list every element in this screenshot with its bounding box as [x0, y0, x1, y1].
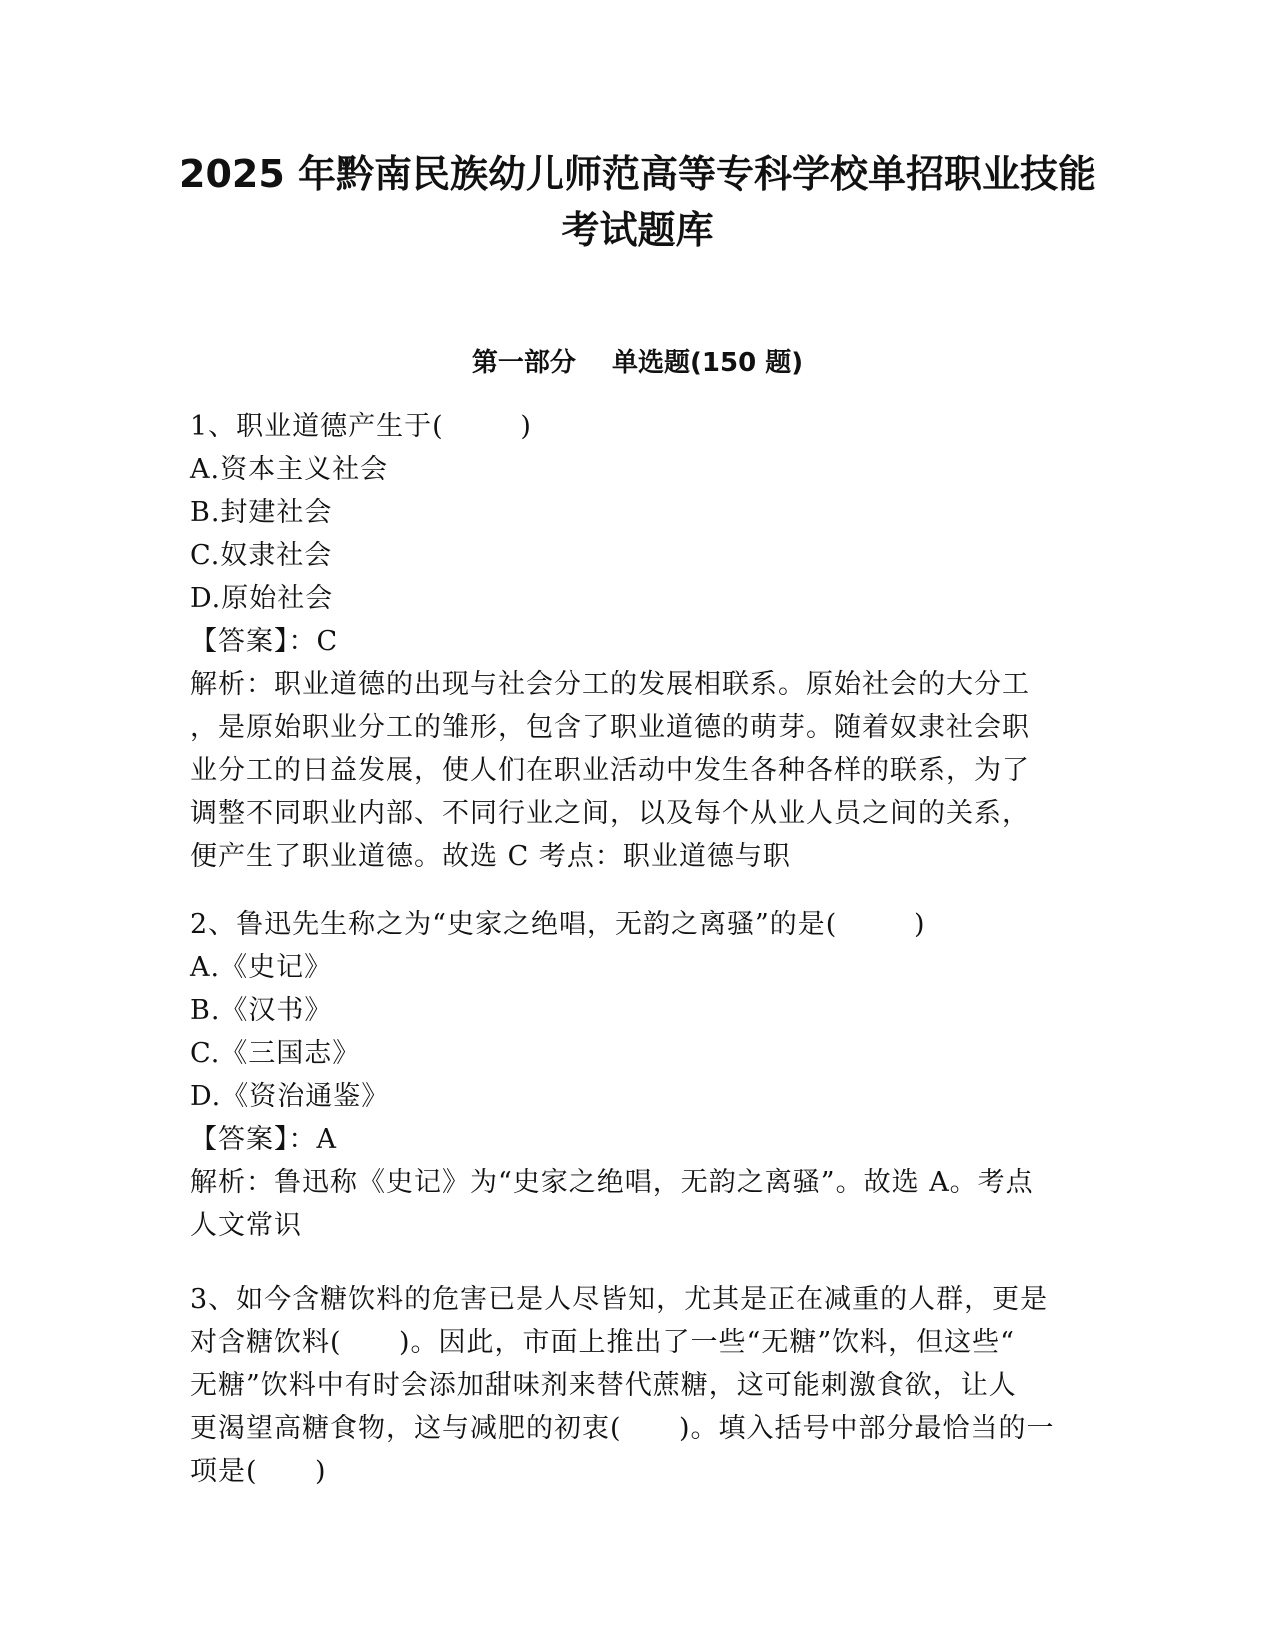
- option-c: C.《三国志》: [190, 1038, 361, 1069]
- option-c: C.奴隶社会: [190, 540, 333, 571]
- question-3: [190, 1278, 1090, 1493]
- option-a: A.资本主义社会: [190, 454, 389, 485]
- option-b: B.封建社会: [190, 497, 333, 528]
- analysis-line: 人文常识: [190, 1210, 302, 1241]
- option-a: A.《史记》: [190, 952, 333, 983]
- analysis-line: 调整不同职业内部、不同行业之间，以及每个从业人员之间的关系，: [190, 798, 1030, 829]
- question-stem: 3、如今含糖饮料的危害已是人尽皆知，尤其是正在减重的人群，更是: [190, 1284, 1049, 1315]
- analysis-line: 解析：职业道德的出现与社会分工的发展相联系。原始社会的大分工: [190, 669, 1030, 700]
- option-d: D.《资治通鉴》: [190, 1081, 390, 1112]
- analysis-line: 便产生了职业道德。故选 C 考点：职业道德与职: [190, 841, 791, 872]
- answer-line: 【答案】：C: [190, 626, 339, 657]
- section-heading: 第一部分 单选题(150 题): [471, 348, 804, 378]
- answer-line: 【答案】：A: [190, 1124, 337, 1155]
- question-stem: 对含糖饮料( )。因此，市面上推出了一些“无糖”饮料，但这些“: [190, 1327, 1015, 1358]
- question-stem: 更渴望高糖食物，这与减肥的初衷( )。填入括号中部分最恰当的一: [190, 1413, 1055, 1444]
- option-d: D.原始社会: [190, 583, 334, 614]
- question-2: [190, 903, 1090, 1247]
- analysis-line: ，是原始职业分工的雏形，包含了职业道德的萌芽。随着奴隶社会职: [190, 712, 1030, 743]
- question-stem: 1、职业道德产生于( ): [190, 411, 532, 442]
- document-title-line-2: 考试题库: [561, 208, 714, 252]
- question-stem: 项是( ): [190, 1456, 327, 1487]
- analysis-line: 解析：鲁迅称《史记》为“史家之绝唱，无韵之离骚”。故选 A。考点: [190, 1167, 1034, 1198]
- option-b: B.《汉书》: [190, 995, 333, 1026]
- analysis-line: 业分工的日益发展，使人们在职业活动中发生各种各样的联系，为了: [190, 755, 1030, 786]
- question-1: [190, 405, 1090, 878]
- question-stem: 2、鲁迅先生称之为“史家之绝唱，无韵之离骚”的是( ): [190, 909, 926, 940]
- question-stem: 无糖”饮料中有时会添加甜味剂来替代蔗糖，这可能刺激食欲，让人: [190, 1370, 1017, 1401]
- document-title-line-1: 2025 年黔南民族幼儿师范高等专科学校单招职业技能: [179, 152, 1096, 196]
